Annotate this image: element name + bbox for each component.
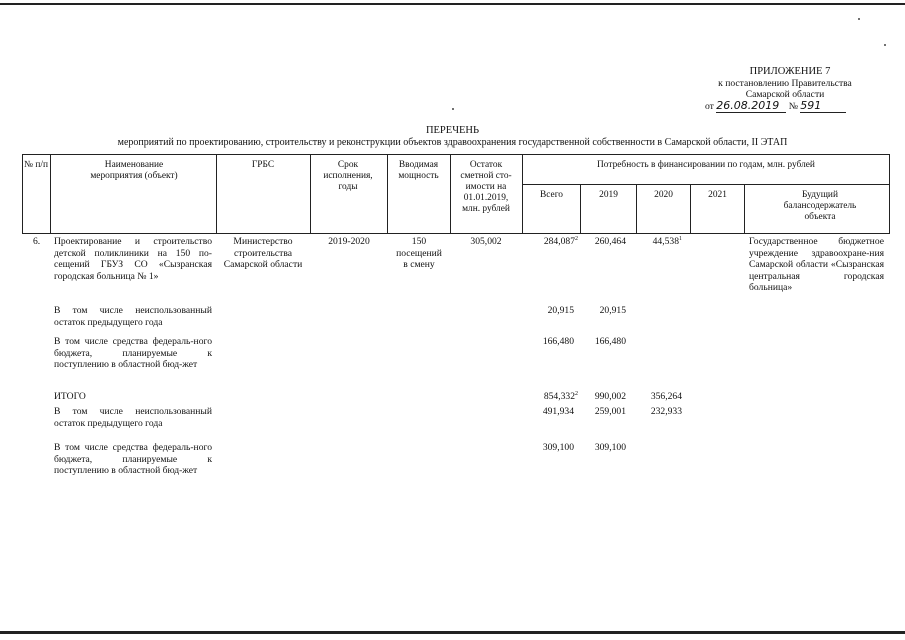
total-federal-total: 309,100: [542, 442, 574, 453]
scan-speck: [884, 44, 886, 46]
number-prefix: №: [788, 101, 798, 112]
total-unused-label: В том числе неиспользованный остаток предыдущего года: [54, 406, 212, 429]
header-term: Срок исполнения, годы: [323, 160, 373, 192]
total-unused-2020: 232,933: [650, 406, 682, 417]
scan-speck: [858, 18, 860, 20]
row6-grbs: Министерство строительства Самарской области: [223, 236, 303, 270]
document-subtitle: мероприятий по проектированию, строительству и реконструкции объектов здравоохранения государственной собственности в Самарской области, II ЭТАП: [117, 137, 788, 148]
grid-line: [522, 184, 890, 185]
total-total: 854,332$^2$: [543, 390, 578, 402]
grid-line: [744, 184, 745, 233]
row6-capacity: 150 посещений в смену: [396, 236, 442, 270]
row6-federal-total: 166,480: [542, 336, 574, 347]
row6-unused-label: В том числе неиспользованный остаток предыдущего года: [54, 305, 212, 328]
footnote-mark: 2: [575, 235, 578, 242]
header-grbs: ГРБС: [251, 160, 275, 170]
header-2020: 2020: [654, 190, 673, 200]
footnote-mark: 1: [679, 235, 682, 242]
grid-line: [22, 154, 890, 155]
grid-line: [889, 154, 890, 233]
total-unused-total: 491,934: [542, 406, 574, 417]
header-financing: Потребность в финансировании по годам, млн. рублей: [597, 160, 815, 170]
handwritten-number: 591: [800, 99, 846, 113]
header-holder: Будущий балансодержатель объекта: [783, 190, 857, 222]
total-federal-2019: 309,100: [594, 442, 626, 453]
header-name: Наименование мероприятия (объект): [90, 160, 178, 181]
total-federal-label: В том числе средства федераль-ного бюджета, планируемые к поступлению в областной бюд-жет: [54, 442, 212, 476]
grid-line: [450, 154, 451, 233]
row6-num: 6.: [33, 236, 41, 247]
row6-name: Проектирование и строительство детской поликлиники на 150 по-сещений ГБУЗ СО «Сызранская городская больница № 1»: [54, 236, 212, 282]
row6-unused-2019: 20,915: [599, 305, 626, 316]
footnote-mark: 2: [575, 390, 578, 397]
row6-federal-label: В том числе средства федераль-ного бюджета, планируемые к поступлению в областной бюд-жет: [54, 336, 212, 370]
row6-term: 2019-2020: [328, 236, 370, 247]
row6-remaining: 305,002: [470, 236, 502, 247]
header-2019: 2019: [599, 190, 618, 200]
header-num: № п/п: [24, 160, 48, 170]
total-unused-2019: 259,001: [594, 406, 626, 417]
grid-line: [310, 154, 311, 233]
row6-total: 284,087$^2$: [543, 235, 578, 247]
grid-line: [50, 154, 51, 233]
header-capacity: Вводимая мощность: [398, 160, 439, 181]
scan-bottom-border: [0, 631, 905, 634]
date-prefix: от: [705, 101, 714, 112]
annex-title: ПРИЛОЖЕНИЕ 7: [749, 66, 831, 77]
scan-speck: [452, 108, 454, 110]
annex-line-2: Самарской области: [745, 89, 825, 100]
header-total: Всего: [540, 190, 563, 200]
row6-federal-2019: 166,480: [594, 336, 626, 347]
row6-holder: Государственное бюджетное учреждение здравоохране-ния Самарской области «Сызранская центральная городская больница»: [749, 236, 884, 293]
grid-line: [22, 233, 890, 234]
total-2020: 356,264: [650, 391, 682, 402]
document-title: ПЕРЕЧЕНЬ: [425, 125, 480, 136]
handwritten-date: 26.08.2019: [716, 99, 786, 113]
header-remaining: Остаток сметной сто-имости на 01.01.2019, млн. рублей: [460, 160, 512, 214]
total-2019: 990,002: [594, 391, 626, 402]
annex-date-line: [705, 99, 865, 113]
row6-2019: 260,464: [594, 236, 626, 247]
row6-2020: 44,538$^1$: [652, 235, 682, 247]
row6-unused-total: 20,915: [547, 305, 574, 316]
annex-line-1: к постановлению Правительства: [718, 78, 852, 89]
header-2021: 2021: [708, 190, 727, 200]
total-label: ИТОГО: [54, 391, 86, 402]
scan-top-border: [0, 3, 905, 5]
